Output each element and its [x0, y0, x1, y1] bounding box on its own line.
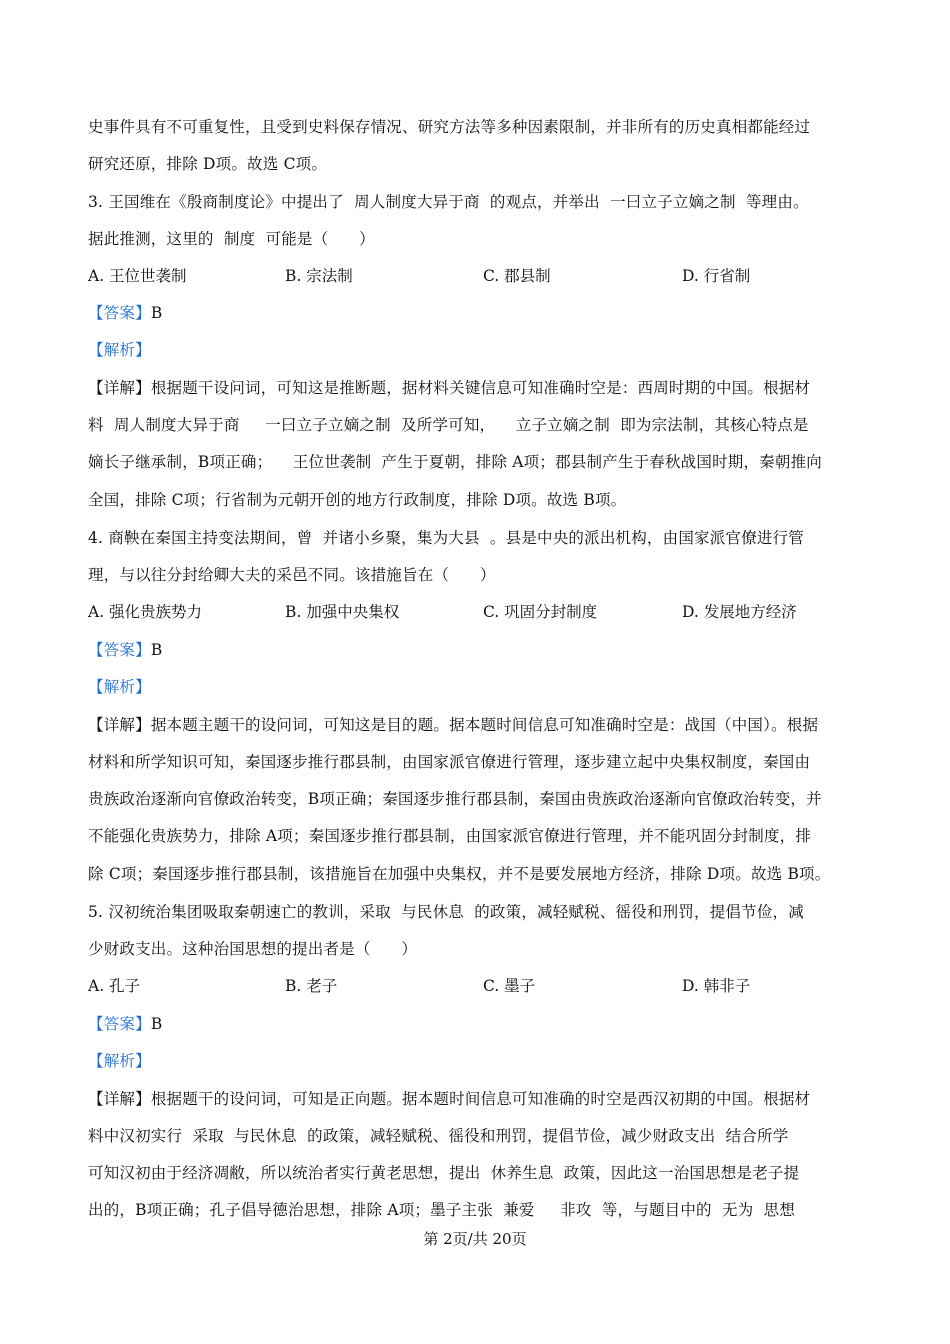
answer-value: B	[150, 641, 163, 659]
option-a: A. 强化贵族势力	[88, 603, 203, 621]
detail-tag: 【详解】	[88, 716, 151, 734]
detail-line: 料 周人制度大异于商 一曰立子立嫡之制 及所学可知， 立子立嫡之制 即为宗法制，其核心特点是	[88, 416, 809, 434]
text-line: 研究还原，排除 D项。故选 C项。	[88, 155, 328, 173]
detail-line: 出的，B项正确；孔子倡导德治思想，排除 A项；墨子主张 兼爱 非攻 等，与题目中的 无为 思想	[88, 1201, 796, 1219]
option-b: B. 宗法制	[285, 267, 353, 285]
detail-line: 除 C项；秦国逐步推行郡县制，该措施旨在加强中央集权，并不是要发展地方经济，排除 D项。故选 B项。	[88, 865, 831, 883]
option-c: C. 郡县制	[483, 267, 551, 285]
detail-line	[88, 378, 810, 398]
option-a: A. 王位世袭制	[88, 267, 187, 285]
detail-text: 据本题主题干的设问词，可知这是目的题。据本题时间信息可知准确时空是：战国（中国）。根据	[150, 716, 819, 734]
answer-tag: 【答案】	[88, 1015, 151, 1033]
analysis-tag: 【解析】	[88, 678, 151, 696]
option-d: D. 发展地方经济	[682, 603, 797, 621]
answer-tag: 【答案】	[88, 641, 151, 659]
detail-line	[88, 1089, 810, 1109]
detail-line: 全国，排除 C项；行省制为元朝开创的地方行政制度，排除 D项。故选 B项。	[88, 491, 627, 509]
detail-text: 根据题干设问词，可知这是推断题，据材料关键信息可知准确时空是：西周时期的中国。根据材	[150, 379, 811, 397]
option-d: D. 行省制	[682, 267, 751, 285]
option-b: B. 老子	[285, 977, 338, 995]
option-c: C. 墨子	[483, 977, 536, 995]
detail-line: 材料和所学知识可知，秦国逐步推行郡县制，由国家派官僚进行管理，逐步建立起中央集权制度，秦国由	[88, 753, 811, 771]
answer-line	[88, 640, 162, 660]
detail-line: 贵族政治逐渐向官僚政治转变，B项正确；秦国逐步推行郡县制，秦国由贵族政治逐渐向官僚政治转变，并	[88, 790, 822, 808]
option-b: B. 加强中央集权	[285, 603, 400, 621]
answer-value: B	[150, 304, 163, 322]
answer-tag: 【答案】	[88, 304, 151, 322]
question-4-stem: 4. 商鞅在秦国主持变法期间，曾 并诸小乡聚，集为大县 。县是中央的派出机构，由国家派官僚进行管	[88, 529, 804, 547]
analysis-tag: 【解析】	[88, 341, 151, 359]
question-5-stem: 少财政支出。这种治国思想的提出者是（ ）	[88, 940, 418, 958]
question-5-stem: 5. 汉初统治集团吸取秦朝速亡的教训，采取 与民休息 的政策，减轻赋税、徭役和刑罚，提倡节俭，减	[88, 903, 804, 921]
page-footer: 第 2页/共 20页	[423, 1230, 527, 1248]
detail-line	[88, 715, 818, 735]
answer-line	[88, 1014, 162, 1034]
answer-line	[88, 303, 162, 323]
option-d: D. 韩非子	[682, 977, 751, 995]
answer-value: B	[150, 1015, 163, 1033]
detail-line: 料中汉初实行 采取 与民休息 的政策，减轻赋税、徭役和刑罚，提倡节俭，减少财政支出 结合所学	[88, 1127, 789, 1145]
analysis-tag: 【解析】	[88, 1052, 151, 1070]
question-3-stem: 3. 王国维在《殷商制度论》中提出了 周人制度大异于商 的观点，并举出 一曰立子立嫡之制 等理由。	[88, 193, 809, 211]
detail-line: 不能强化贵族势力，排除 A项；秦国逐步推行郡县制，由国家派官僚进行管理，并不能巩固分封制度，排	[88, 827, 812, 845]
detail-line: 嫡长子继承制，B项正确； 王位世袭制 产生于夏朝，排除 A项；郡县制产生于春秋战国时期，秦朝推向	[88, 453, 822, 471]
detail-text: 根据题干的设问词，可知是正向题。据本题时间信息可知准确的时空是西汉初期的中国。根据材	[150, 1090, 811, 1108]
option-a: A. 孔子	[88, 977, 141, 995]
option-c: C. 巩固分封制度	[483, 603, 598, 621]
detail-tag: 【详解】	[88, 379, 151, 397]
question-3-stem: 据此推测，这里的 制度 可能是（ ）	[88, 230, 375, 248]
text-line: 史事件具有不可重复性，且受到史料保存情况、研究方法等多种因素限制，并非所有的历史真相都能经过	[88, 118, 811, 136]
detail-line: 可知汉初由于经济凋敝，所以统治者实行黄老思想，提出 休养生息 政策，因此这一治国思想是老子提	[88, 1164, 800, 1182]
question-4-stem: 理，与以往分封给卿大夫的采邑不同。该措施旨在（ ）	[88, 566, 496, 584]
detail-tag: 【详解】	[88, 1090, 151, 1108]
